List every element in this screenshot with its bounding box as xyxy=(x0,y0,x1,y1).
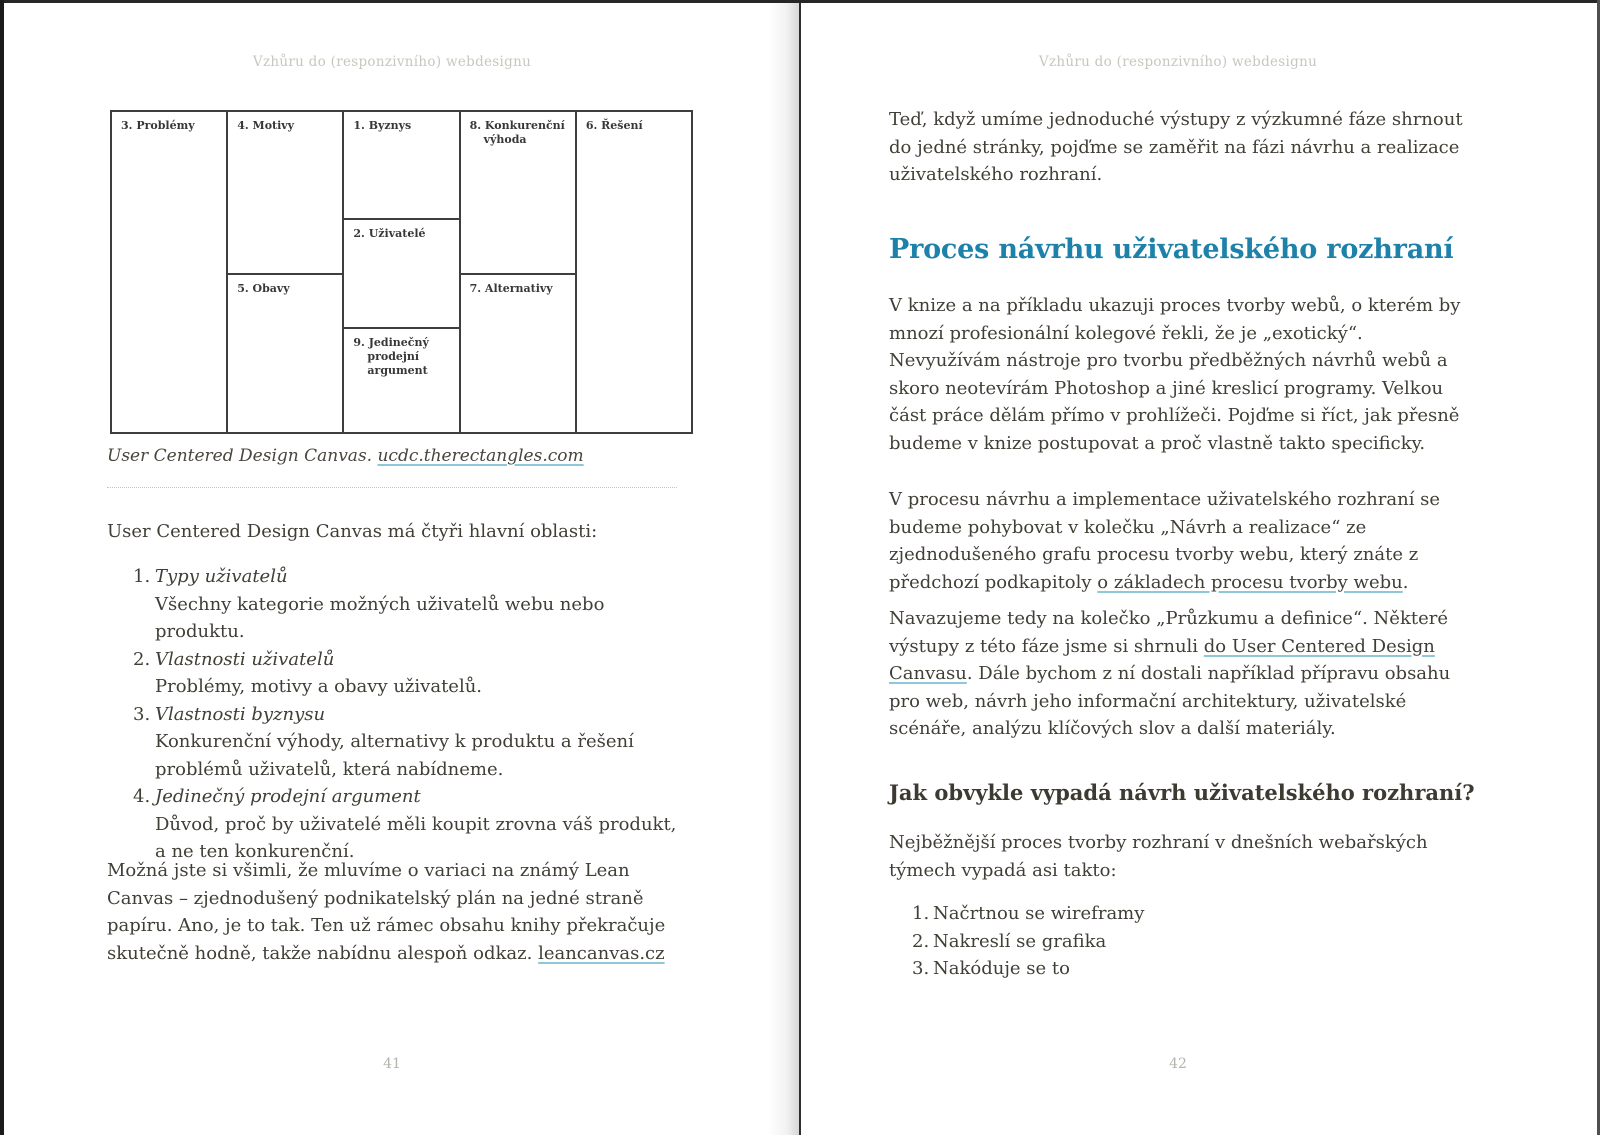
list-item-body xyxy=(155,646,689,701)
list-item-desc: Všechny kategorie možných uživatelů webu nebo produktu. xyxy=(155,593,605,642)
list-item-desc: Konkurenční výhody, alternativy k produktu a řešení problémů uživatelů, která nabídneme. xyxy=(155,731,634,780)
chapter-heading: Proces návrhu uživatelského rozhraní xyxy=(889,234,1454,265)
lean-canvas-text: Možná jste si všimli, že mluvíme o variaci na známý Lean Canvas – zjednodušený podnikatelský plán na jedné straně papíru. Ano, je to tak. Ten už rámec obsahu knihy překračuje skutečně hodně, takže nabídnu alespoň odkaz. xyxy=(107,860,666,964)
page-right xyxy=(800,0,1600,1135)
canvas-cell-label: 3. Problémy xyxy=(121,119,195,132)
canvas-column-3 xyxy=(342,112,458,432)
canvas-cell-label: 2. Uživatelé xyxy=(353,227,426,240)
list-item-number: 1. xyxy=(133,566,151,587)
list-item-text: Nakóduje se to xyxy=(933,958,1070,979)
list-item-number: 1. xyxy=(912,903,930,924)
list-item-desc: Problémy, motivy a obavy uživatelů. xyxy=(155,676,483,697)
canvas-cell-label: 5. Obavy xyxy=(237,282,290,295)
list-item-term: Vlastnosti byznysu xyxy=(155,703,326,725)
canvas-cell-label: 8. Konkurenční výhoda xyxy=(469,119,565,146)
figure-caption xyxy=(107,446,584,466)
canvas-cell-users xyxy=(344,218,458,327)
list-item xyxy=(107,783,689,866)
process-paragraph-1: V knize a na příkladu ukazuji proces tvorby webů, o kterém by mnozí profesionální kolegové řekli, že je „exotický“. Nevyužívám nástroje pro tvorbu předběžných návrhů webů a skoro neotevírám Photoshop a jiné kreslicí programy. Velkou část práce dělám přímo v prohlížeči. Pojďme si říct, jak přesně budeme v knize postupovat a proč vlastně takto specificky. xyxy=(889,295,1461,454)
paragraph-text: Navazujeme tedy na kolečko „Průzkumu a definice“. Některé výstupy z této fáze jsme si shrnuli xyxy=(889,608,1448,657)
top-edge-border xyxy=(0,0,1600,3)
paragraph-text: . xyxy=(1402,571,1409,593)
list-item xyxy=(107,646,689,701)
list-item-number: 2. xyxy=(133,648,151,670)
list-item xyxy=(107,563,689,646)
canvas-cell-motives xyxy=(228,112,342,273)
ucdc-link[interactable]: ucdc.therectangles.com xyxy=(377,446,584,466)
list-item xyxy=(889,900,1467,928)
canvas-column-5 xyxy=(575,112,691,432)
subsection-heading: Jak obvykle vypadá návrh uživatelského rozhraní? xyxy=(889,780,1475,805)
canvas-cell-solutions xyxy=(577,112,691,432)
canvas-cell-usp xyxy=(344,327,458,432)
canvas-cell-label: 1. Byznys xyxy=(353,119,412,132)
left-edge-border xyxy=(0,0,4,1135)
list-item-number: 4. xyxy=(133,786,151,807)
figure-caption-text: User Centered Design Canvas. xyxy=(107,446,378,466)
canvas-column-4 xyxy=(459,112,575,432)
running-header-right: Vzhůru do (responzivního) webdesignu xyxy=(1038,54,1318,70)
process-paragraph-3 xyxy=(889,605,1473,743)
ucd-areas-list xyxy=(107,563,689,866)
canvas-cell-business xyxy=(344,112,458,218)
running-header-left: Vzhůru do (responzivního) webdesignu xyxy=(252,54,532,70)
canvas-column-2 xyxy=(226,112,342,432)
paragraph-text: . Dále bychom z ní dostali například přípravu obsahu pro web, návrh jeho informační architektury, uživatelské scénáře, analýzu klíčových slov a další materiály. xyxy=(889,663,1451,739)
canvas-cell-label: 7. Alternativy xyxy=(469,282,553,295)
list-item xyxy=(889,928,1467,956)
process-steps-list xyxy=(889,900,1467,983)
lean-canvas-paragraph xyxy=(107,857,691,967)
page-number-right: 42 xyxy=(1169,1056,1187,1072)
list-item xyxy=(889,955,1467,983)
ucd-canvas-link[interactable]: do User Centered Design Canvasu xyxy=(889,635,1435,684)
canvas-cell-advantage xyxy=(461,112,575,273)
paragraph-text: V procesu návrhu a implementace uživatelského rozhraní se budeme pohybovat v kolečku „Návrh a realizace“ ze zjednodušeného grafu procesu tvorby webu, který znáte z předchozí podkapitoly xyxy=(889,489,1441,593)
canvas-cell-label: 4. Motivy xyxy=(237,119,295,132)
list-item-number: 2. xyxy=(912,930,930,952)
process-paragraph-2 xyxy=(889,486,1473,596)
canvas-cell-concerns xyxy=(228,273,342,432)
typical-process-paragraph: Nejběžnější proces tvorby rozhraní v dnešních webařských týmech vypadá asi takto: xyxy=(889,832,1428,881)
list-item-term: Jedinečný prodejní argument xyxy=(155,786,421,807)
canvas-column-1 xyxy=(112,112,226,432)
list-item-desc: Důvod, proč by uživatelé měli koupit zrovna váš produkt, a ne ten konkurenční. xyxy=(155,813,677,862)
canvas-cell-label: 9. Jedinečný prodejní argument xyxy=(353,336,429,377)
list-item-term: Vlastnosti uživatelů xyxy=(155,648,335,670)
list-item-body xyxy=(155,783,689,866)
list-item-number: 3. xyxy=(133,703,151,725)
list-item-number: 3. xyxy=(912,958,930,979)
page-spine-line xyxy=(799,0,801,1135)
canvas-cell-alternatives xyxy=(461,273,575,432)
canvas-cell-problems xyxy=(112,112,226,432)
intro-paragraph: Teď, když umíme jednoduché výstupy z výzkumné fáze shrnout do jedné stránky, pojďme se zaměřit na fázi návrhu a realizace uživatelského rozhraní. xyxy=(889,109,1463,185)
list-item-text: Nakreslí se grafika xyxy=(933,930,1107,952)
ucd-canvas-figure xyxy=(110,110,693,434)
list-item xyxy=(107,701,689,784)
list-item-term: Typy uživatelů xyxy=(155,566,288,587)
canvas-cell-label: 6. Řešení xyxy=(585,119,643,132)
list-item-text: Načrtnou se wireframy xyxy=(933,903,1145,924)
page-number-left: 41 xyxy=(383,1056,401,1072)
ucd-intro-paragraph: User Centered Design Canvas má čtyři hlavní oblasti: xyxy=(107,521,598,542)
list-item-body xyxy=(155,701,689,784)
page-spine-shadow xyxy=(768,0,799,1135)
process-basics-link[interactable]: o základech procesu tvorby webu xyxy=(1097,571,1403,593)
leancanvas-link[interactable]: leancanvas.cz xyxy=(538,942,665,964)
list-item-body xyxy=(155,563,689,646)
section-divider xyxy=(107,487,677,488)
